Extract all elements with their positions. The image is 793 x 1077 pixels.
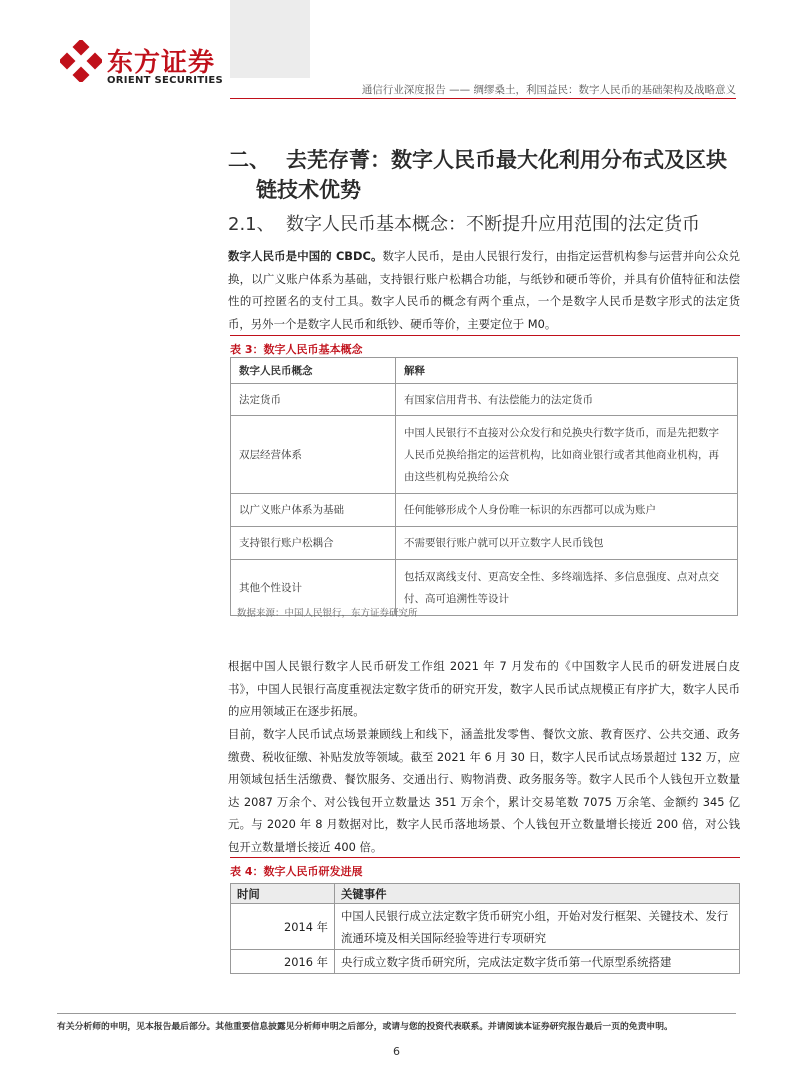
orient-securities-logo bbox=[60, 40, 230, 90]
report-header-title: 通信行业深度报告 —— 绸缪桑土，利国益民：数字人民币的基础架构及战略意义 bbox=[361, 84, 736, 96]
subsection-number: 2.1、 bbox=[228, 214, 275, 235]
table3-source: 数据来源：中国人民银行，东方证券研究所 bbox=[237, 608, 418, 619]
table-cell-explain: 不需要银行账户就可以开立数字人民币钱包 bbox=[396, 527, 738, 560]
header-divider bbox=[230, 98, 736, 99]
table-cell-event: 中国人民银行成立法定数字货币研究小组，开始对发行框架、关键技术、发行流通环境及相关国际经验等进行专项研究 bbox=[335, 904, 740, 950]
section-heading bbox=[228, 145, 748, 205]
table-row bbox=[231, 416, 738, 494]
table-cell-concept: 以广义账户体系为基础 bbox=[231, 494, 396, 527]
table-cell-explain: 中国人民银行不直接对公众发行和兑换央行数字货币，而是先把数字人民币兑换给指定的运营机构，比如商业银行或者其他商业机构，再由这些机构兑换给公众 bbox=[396, 416, 738, 494]
table-row bbox=[231, 527, 738, 560]
table-cell-concept: 其他个性设计 bbox=[231, 560, 396, 616]
table-cell-concept: 支持银行账户松耦合 bbox=[231, 527, 396, 560]
table-cell-explain: 包括双离线支付、更高安全性、多终端选择、多信息强度、点对点交付、高可追溯性等设计 bbox=[396, 560, 738, 616]
logo-chinese-name: 东方证券 bbox=[107, 48, 216, 78]
table-cell-event: 央行成立数字货币研究所，完成法定数字货币第一代原型系统搭建 bbox=[335, 950, 740, 974]
pilot-scenes-paragraph: 目前，数字人民币试点场景兼顾线上和线下，涵盖批发零售、餐饮文旅、教育医疗、公共交通、政务缴费、税收征缴、补贴发放等领域。截至 2021 年 6 月 30 日，数字人民币试点场景超过 132 万，应用领域包括生活缴费、餐饮服务、交通出行、购物消费、政务服务等。数字人民币个人钱包开立数量达 2087 万余个、对公钱包开立数量达 351 万余个，累计交易笔数 7075 万余笔、金额约 345 亿元。与 2020 年 8 月数据对比，数字人民币落地场景、个人钱包开立数量增长接近 200 倍，对公钱包开立数量增长接近 400 倍。 bbox=[228, 727, 740, 854]
table-row bbox=[231, 494, 738, 527]
subsection-title: 数字人民币基本概念：不断提升应用范围的法定货币 bbox=[286, 214, 700, 235]
intro-paragraph bbox=[228, 245, 740, 335]
table4-title: 表 4：数字人民币研发进展 bbox=[230, 865, 363, 878]
table-cell-concept: 法定货币 bbox=[231, 384, 396, 416]
table-cell-year: 2016 年 bbox=[231, 950, 335, 974]
table3-basic-concepts bbox=[230, 357, 738, 616]
table-header-cell: 数字人民币概念 bbox=[231, 358, 396, 384]
table-header-row bbox=[231, 884, 740, 904]
intro-text: 数字人民币，是由人民银行发行，由指定运营机构参与运营并向公众兑换，以广义账户体系为基础，支持银行账户松耦合功能，与纸钞和硬币等价，并具有价值特征和法偿性的可控匿名的支付工具。数字人民币的概念有两个重点，一个是数字人民币是数字形式的法定货币，另外一个是数字人民币和纸钞、硬币等价，主要定位于 M0。 bbox=[228, 249, 740, 331]
header-gray-block bbox=[230, 0, 310, 78]
logo-mark-icon bbox=[60, 40, 102, 82]
table-header-cell: 关键事件 bbox=[335, 884, 740, 904]
subsection-heading bbox=[228, 210, 700, 236]
table-cell-year: 2014 年 bbox=[231, 904, 335, 950]
section-number: 二、 bbox=[228, 148, 270, 172]
table-row bbox=[231, 950, 740, 974]
logo-english-name: ORIENT SECURITIES bbox=[107, 75, 224, 86]
table-header-cell: 解释 bbox=[396, 358, 738, 384]
table3-top-rule bbox=[230, 335, 740, 336]
footer-disclaimer: 有关分析师的申明，见本报告最后部分。其他重要信息披露见分析师申明之后部分，或请与您的投资代表联系。并请阅读本证券研究报告最后一页的免责申明。 bbox=[57, 1022, 673, 1032]
section-title-line2: 链技术优势 bbox=[256, 178, 361, 202]
table-header-row bbox=[231, 358, 738, 384]
table-cell-explain: 任何能够形成个人身份唯一标识的东西都可以成为账户 bbox=[396, 494, 738, 527]
table3-title: 表 3：数字人民币基本概念 bbox=[230, 343, 363, 356]
table-header-cell: 时间 bbox=[231, 884, 335, 904]
table-cell-explain: 有国家信用背书、有法偿能力的法定货币 bbox=[396, 384, 738, 416]
table4-top-rule bbox=[230, 857, 740, 858]
footer-divider bbox=[57, 1013, 736, 1014]
table-row bbox=[231, 384, 738, 416]
table-row bbox=[231, 904, 740, 950]
whitepaper-paragraph: 根据中国人民银行数字人民币研发工作组 2021 年 7 月发布的《中国数字人民币的研发进展白皮书》，中国人民银行高度重视法定数字货币的研究开发，数字人民币试点规模正有序扩大，数字人民币的应用领域正在逐步拓展。 bbox=[228, 659, 740, 718]
table4-rd-progress bbox=[230, 883, 740, 974]
table-cell-concept: 双层经营体系 bbox=[231, 416, 396, 494]
intro-lead-bold: 数字人民币是中国的 CBDC。 bbox=[228, 249, 383, 263]
page-number: 6 bbox=[393, 1045, 400, 1058]
section-title-line1: 去芜存菁：数字人民币最大化利用分布式及区块 bbox=[286, 148, 727, 172]
